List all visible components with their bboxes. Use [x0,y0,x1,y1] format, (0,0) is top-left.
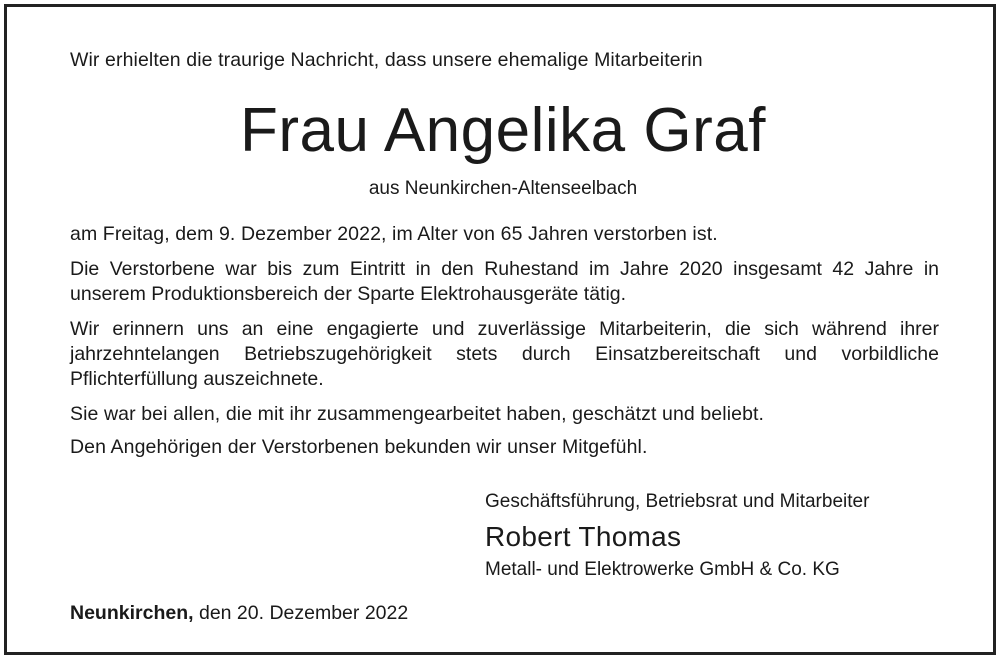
signature-role: Geschäftsführung, Betriebsrat und Mitarbeiter [485,491,870,512]
esteem-text: Sie war bei allen, die mit ihr zusammengearbeitet haben, geschätzt und beliebt. [70,403,765,425]
tribute-line-2: jahrzehntelangen Betriebszugehörigkeit stets durch Einsatzbereitschaft und vorbildliche [70,343,939,365]
place-date: den 20. Dezember 2022 [198,602,409,624]
place-city: Neunkirchen, [70,602,194,624]
deceased-name: Frau Angelika Graf [240,96,766,165]
deceased-origin: aus Neunkirchen-Altenseelbach [368,178,638,199]
tribute-line-1: Wir erinnern uns an eine engagierte und zuverlässige Mitarbeiterin, die sich während ihrer [70,318,939,340]
career-paragraph [70,257,939,307]
career-line-1: Die Verstorbene war bis zum Eintritt in den Ruhestand im Jahre 2020 insgesamt 42 Jahre in [70,258,939,280]
condolence-text: Den Angehörigen der Verstorbenen bekunden wir unser Mitgefühl. [70,436,648,458]
company-name: Robert Thomas [485,521,682,552]
place-and-date [70,601,408,626]
intro-text: Wir erhielten die traurige Nachricht, dass unsere ehemalige Mitarbeiterin [70,49,703,71]
obituary-frame [4,4,996,655]
career-line-2: unserem Produktionsbereich der Sparte Elektrohausgeräte tätig. [70,283,627,305]
tribute-paragraph [70,317,939,392]
tribute-line-3: Pflichterfüllung auszeichnete. [70,368,324,390]
company-detail: Metall- und Elektrowerke GmbH & Co. KG [485,559,840,580]
death-date-text: am Freitag, dem 9. Dezember 2022, im Alter von 65 Jahren verstorben ist. [70,223,718,245]
